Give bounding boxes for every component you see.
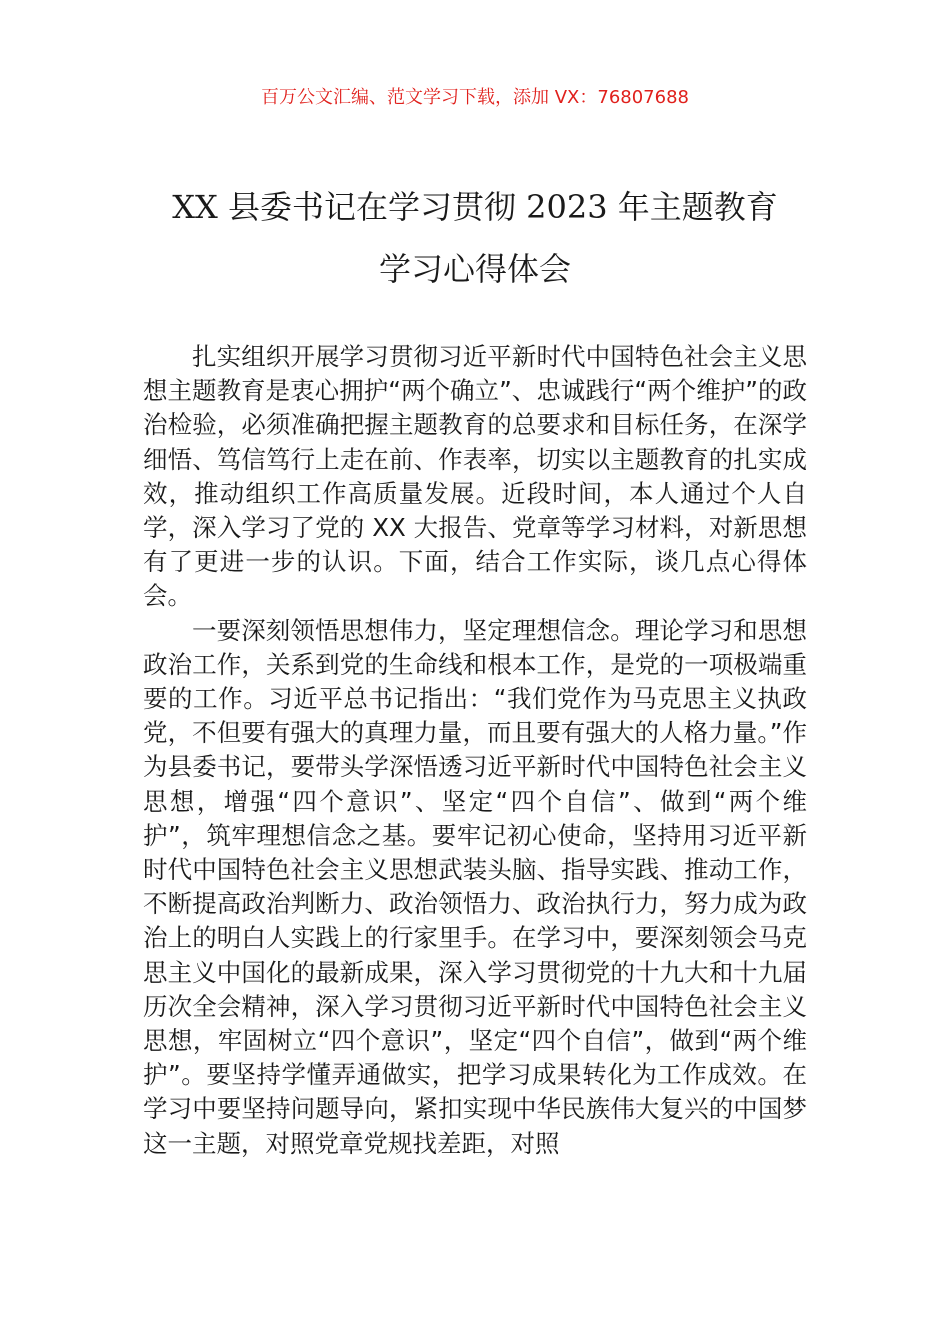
title-line-1: XX 县委书记在学习贯彻 2023 年主题教育 <box>172 188 778 226</box>
title-line-2: 学习心得体会 <box>378 250 571 288</box>
header-watermark-note: 百万公文汇编、范文学习下载，添加 VX：76807688 <box>261 87 689 108</box>
document-title <box>100 176 850 300</box>
paragraph-point-1: 一要深刻领悟思想伟力，坚定理想信念。理论学习和思想政治工作，关系到党的生命线和根本工作，是党的一项极端重要的工作。习近平总书记指出：“我们党作为马克思主义执政党，不但要有强大的真理力量，而且要有强大的人格力量。”作为县委书记，要带头学深悟透习近平新时代中国特色社会主义思想，增强“四个意识”、坚定“四个自信”、做到“两个维护”，筑牢理想信念之基。要牢记初心使命，坚持用习近平新时代中国特色社会主义思想武装头脑、指导实践、推动工作，不断提高政治判断力、政治领悟力、政治执行力，努力成为政治上的明白人实践上的行家里手。在学习中，要深刻领会马克思主义中国化的最新成果，深入学习贯彻党的十九大和十九届历次全会精神，深入学习贯彻习近平新时代中国特色社会主义思想，牢固树立“四个意识”，坚定“四个自信”，做到“两个维护”。要坚持学懂弄通做实，把学习成果转化为工作成效。在学习中要坚持问题导向，紧扣实现中华民族伟大复兴的中国梦这一主题，对照党章党规找差距，对照 <box>143 615 807 1158</box>
document-body <box>143 340 807 1161</box>
paragraph-intro: 扎实组织开展学习贯彻习近平新时代中国特色社会主义思想主题教育是衷心拥护“两个确立”、忠诚践行“两个维护”的政治检验，必须准确把握主题教育的总要求和目标任务，在深学细悟、笃信笃行上走在前、作表率，切实以主题教育的扎实成效，推动组织工作高质量发展。近段时间，本人通过个人自学，深入学习了党的 XX 大报告、党章等学习材料，对新思想有了更进一步的认识。下面，结合工作实际，谈几点心得体会。 <box>143 342 807 611</box>
